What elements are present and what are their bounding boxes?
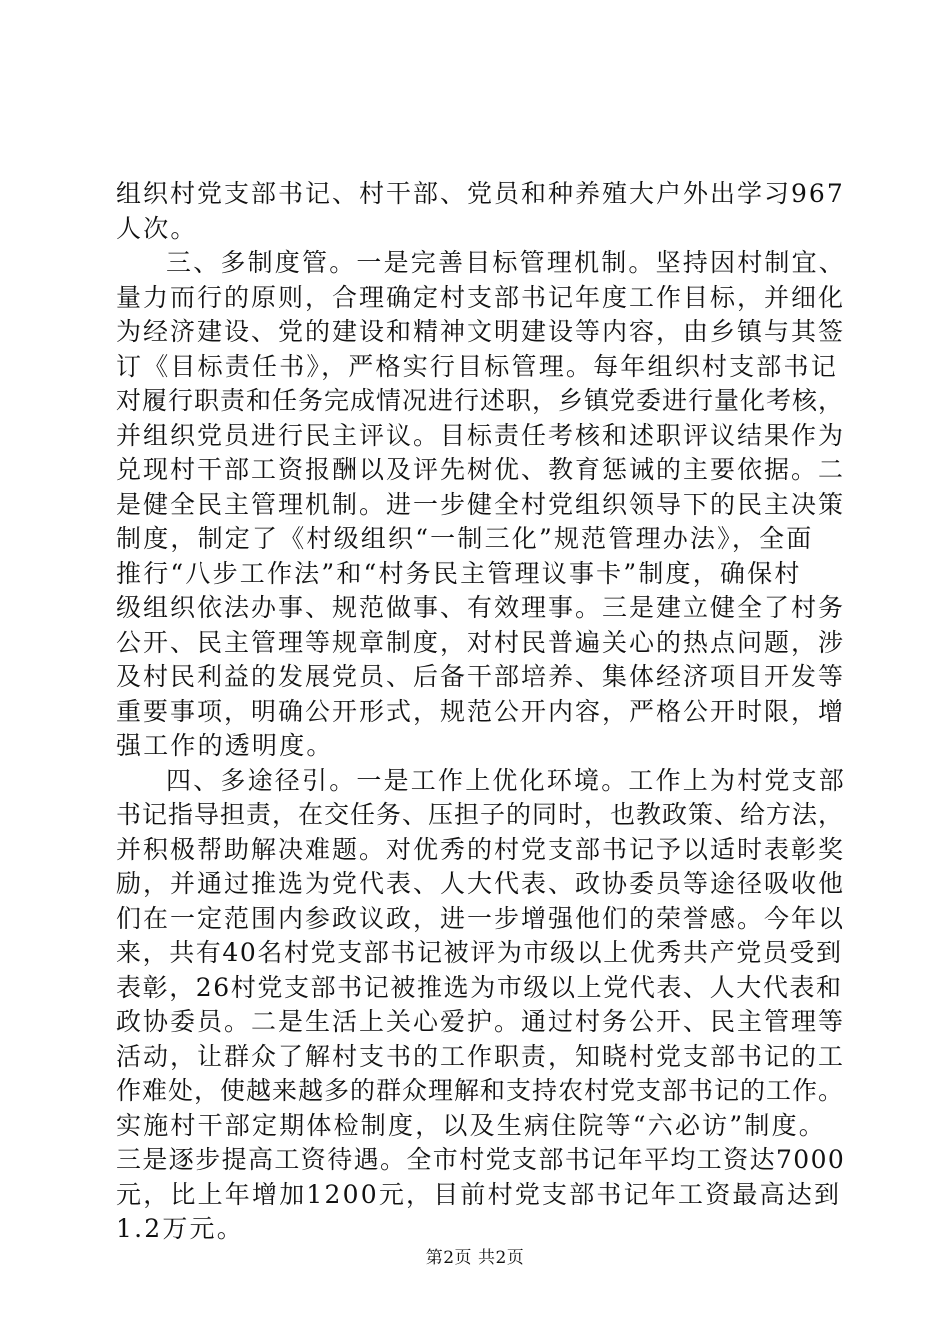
text-line: 1.2万元。 [116, 1214, 244, 1243]
page-footer: 第2页 共2页 [425, 1248, 525, 1268]
text-line: 量力而行的原则，合理确定村支部书记年度工作目标，并细化 [116, 282, 846, 312]
text-line: 兑现村干部工资报酬以及评先树优、教育惩诫的主要依据。二 [116, 455, 846, 484]
text-line: 元，比上年增加1200元，目前村党支部书记年工资最高达到 [116, 1179, 842, 1209]
text-line: 政协委员。二是生活上关心爱护。通过村务公开、民主管理等 [116, 1007, 846, 1036]
text-line: 对履行职责和任务完成情况进行述职，乡镇党委进行量化考核， [116, 386, 845, 415]
text-line: 是健全民主管理机制。进一步健全村党组织领导下的民主决策 [116, 489, 846, 519]
text-line: 重要事项，明确公开形式，规范公开内容，严格公开时限，增 [116, 696, 846, 726]
document-body [116, 177, 846, 1247]
text-line: 并积极帮助解决难题。对优秀的村党支部书记予以适时表彰奖 [116, 834, 846, 864]
text-line: 推行“八步工作法”和“村务民主管理议事卡”制度，确保村 [116, 558, 802, 588]
text-line: 来，共有40名村党支部书记被评为市级以上优秀共产党员受到 [116, 938, 843, 967]
text-line: 们在一定范围内参政议政，进一步增强他们的荣誉感。今年以 [116, 903, 846, 933]
text-line: 励，并通过推选为党代表、人大代表、政协委员等途径吸收他 [116, 869, 846, 898]
text-line: 活动，让群众了解村支书的工作职责，知晓村党支部书记的工 [116, 1041, 846, 1071]
text-line: 表彰，26村党支部书记被推选为市级以上党代表、人大代表和 [116, 972, 843, 1002]
text-line: 作难处，使越来越多的群众理解和支持农村党支部书记的工作。 [116, 1076, 845, 1105]
text-line: 强工作的透明度。 [116, 731, 334, 760]
text-line: 三是逐步提高工资待遇。全市村党支部书记年平均工资达7000 [116, 1145, 846, 1174]
text-line: 四、多途径引。一是工作上优化环境。工作上为村党支部 [166, 765, 847, 795]
text-line: 为经济建设、党的建设和精神文明建设等内容，由乡镇与其签 [116, 317, 846, 346]
text-line: 实施村干部定期体检制度，以及生病住院等“六必访”制度。 [116, 1110, 826, 1140]
text-line: 组织村党支部书记、村干部、党员和种养殖大户外出学习967 [116, 179, 845, 208]
text-line: 书记指导担责，在交任务、压担子的同时，也教政策、给方法， [116, 800, 845, 829]
text-line: 制度，制定了《村级组织“一制三化”规范管理办法》，全面 [116, 524, 814, 553]
text-line: 人次。 [116, 213, 198, 243]
text-line: 级组织依法办事、规范做事、有效理事。三是建立健全了村务 [116, 593, 846, 622]
text-line: 及村民利益的发展党员、后备干部培养、集体经济项目开发等 [116, 662, 846, 691]
text-line: 公开、民主管理等规章制度，对村民普遍关心的热点问题，涉 [116, 627, 846, 657]
text-line: 订《目标责任书》，严格实行目标管理。每年组织村支部书记 [116, 351, 838, 381]
text-line: 并组织党员进行民主评议。目标责任考核和述职评议结果作为 [116, 420, 846, 450]
text-line: 三、多制度管。一是完善目标管理机制。坚持因村制宜、 [166, 248, 847, 277]
